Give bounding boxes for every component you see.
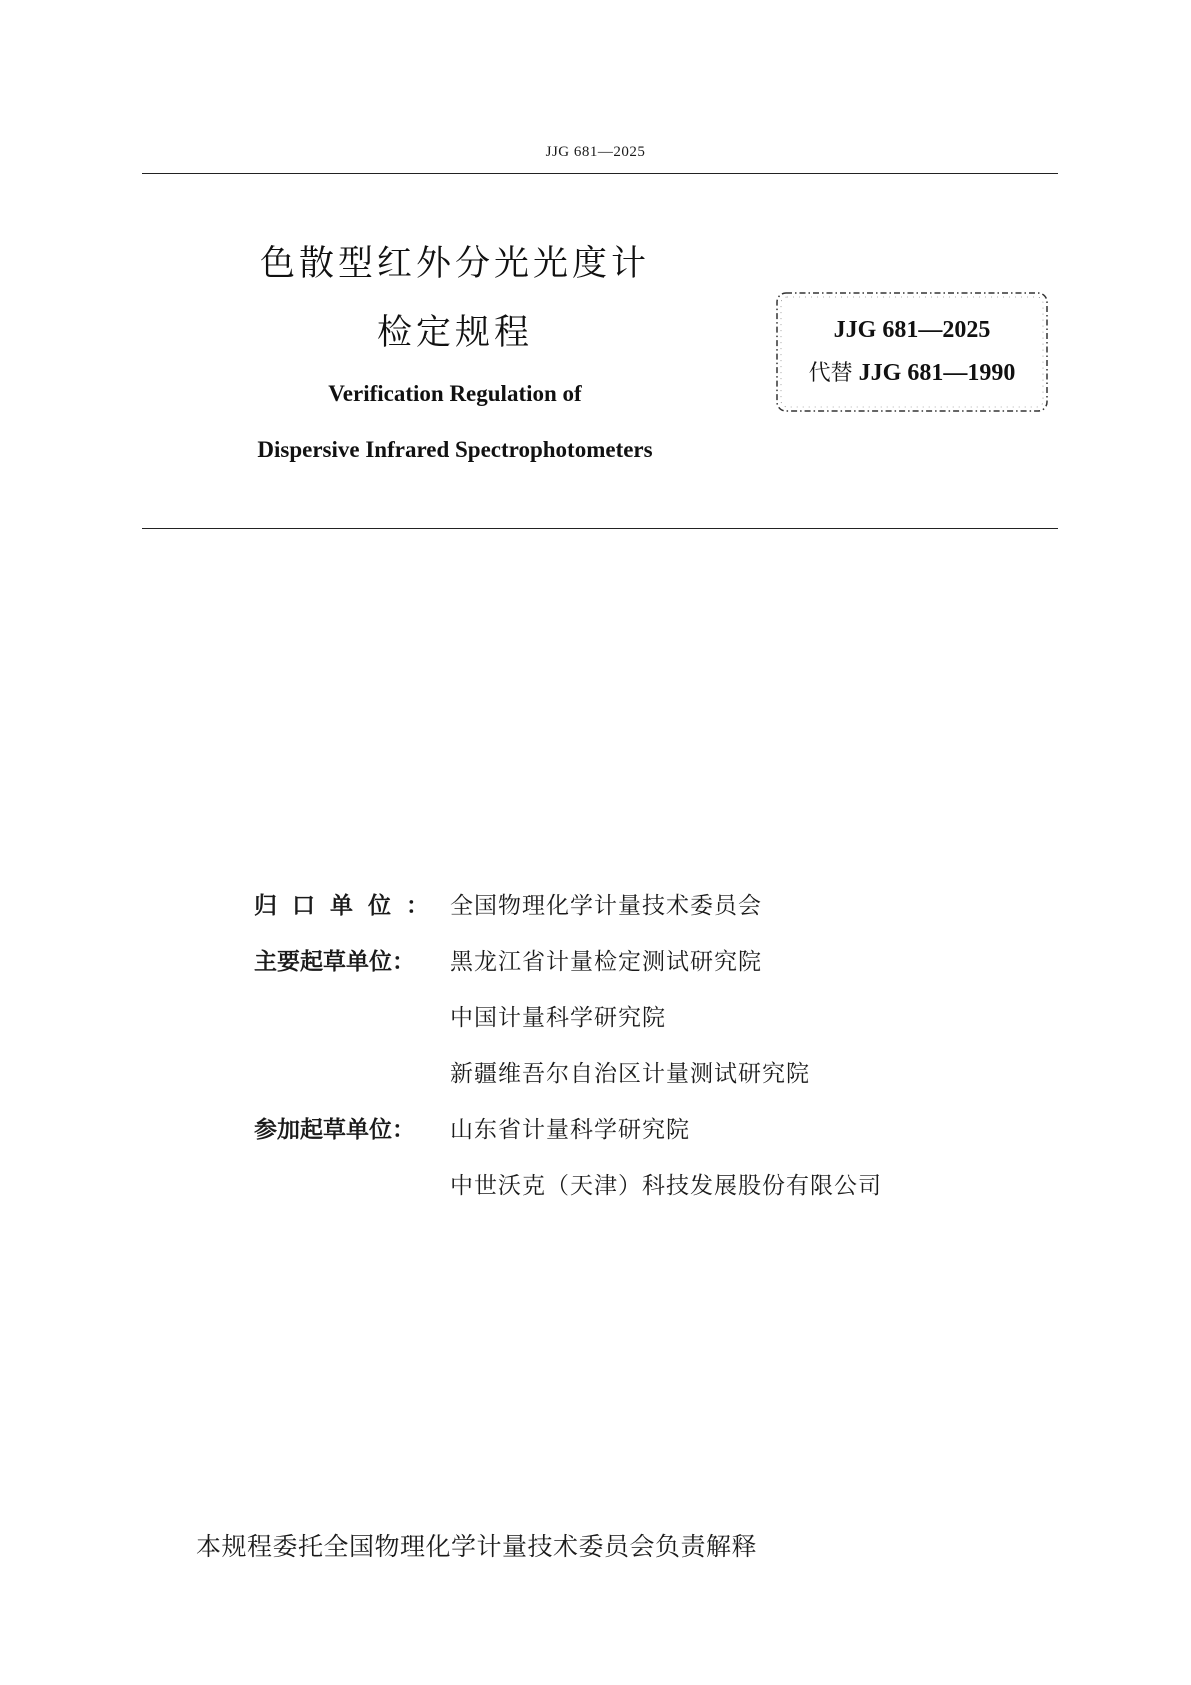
main-drafting-value: 中国计量科学研究院 (450, 1005, 666, 1031)
decorative-border-frame (774, 290, 1050, 414)
replaced-code-line (774, 356, 1050, 387)
unit-row-responsible (254, 878, 1054, 934)
unit-row-participating-1 (254, 1102, 1054, 1158)
title-chinese-line-1: 色散型红外分光光度计 (259, 244, 650, 284)
participating-drafting-value: 中世沃克（天津）科技发展股份有限公司 (450, 1173, 882, 1199)
unit-row-participating-2 (254, 1158, 1054, 1214)
main-drafting-value: 黑龙江省计量检定测试研究院 (450, 949, 762, 975)
responsible-unit-label: 归口单位： (254, 893, 444, 919)
participating-drafting-label: 参加起草单位： (254, 1117, 415, 1143)
main-drafting-label: 主要起草单位： (254, 949, 415, 975)
main-drafting-value: 新疆维吾尔自治区计量测试研究院 (450, 1061, 810, 1087)
unit-row-main-1 (254, 934, 1054, 990)
unit-row-main-3 (254, 1046, 1054, 1102)
current-code: JJG 681—2025 (833, 317, 991, 343)
unit-row-main-2 (254, 990, 1054, 1046)
replaced-code: JJG 681—1990 (858, 360, 1016, 386)
header-standard-code: JJG 681—2025 (545, 144, 646, 160)
replaces-prefix: 代替 (808, 361, 853, 386)
standard-code-box (774, 290, 1050, 414)
title-chinese-line-2: 检定规程 (376, 313, 533, 353)
participating-drafting-value: 山东省计量科学研究院 (450, 1117, 690, 1143)
drafting-units (254, 878, 1054, 1214)
title-english-line-2: Dispersive Infrared Spectrophotometers (257, 437, 653, 462)
interpretation-note: 本规程委托全国物理化学计量技术委员会负责解释 (196, 1532, 758, 1561)
responsible-unit-value: 全国物理化学计量技术委员会 (450, 893, 762, 919)
title-english-line-1: Verification Regulation of (328, 381, 582, 406)
top-rule (142, 173, 1058, 174)
bottom-rule (142, 528, 1058, 529)
